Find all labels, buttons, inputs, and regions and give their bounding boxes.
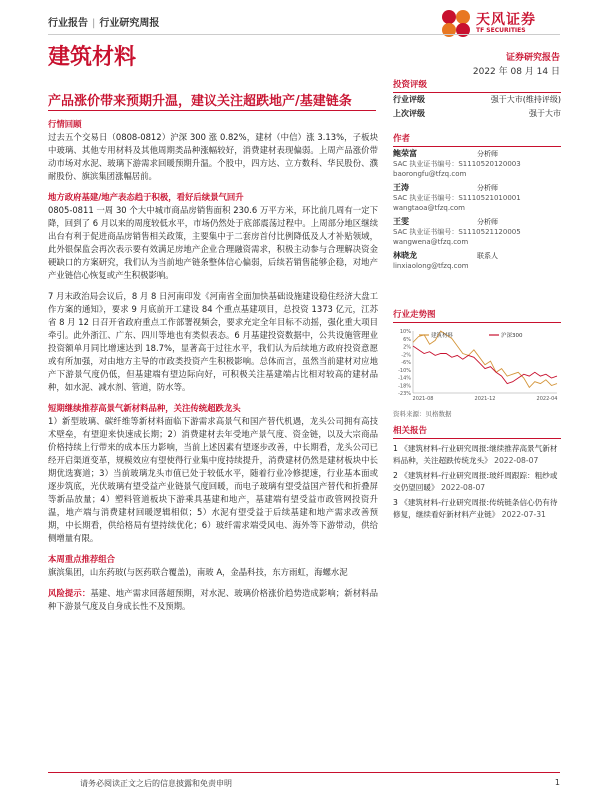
rating-row-prev xyxy=(393,107,561,121)
legend-label: 沪深300 xyxy=(501,333,523,339)
author-email[interactable]: wangtaoa@tfzq.com xyxy=(393,204,466,212)
main-body xyxy=(48,118,378,613)
y-tick-label: -14% xyxy=(398,375,411,382)
y-tick-label: 2% xyxy=(403,344,411,351)
related-report-item[interactable] xyxy=(393,470,561,493)
author-license: SAC 执业证书编号：S1110521010001 xyxy=(393,194,521,202)
authors-box xyxy=(393,132,561,271)
section-body-recommend: 1）新型玻璃、碳纤维等新材料面临下游需求高景气和国产替代机遇，龙头公司拥有高技术壁垒，有望迎来快速成长期；2）消费建材去年受地产景气度、资金链，以及大宗商品价格持续上行带来的成本压力影响，当前上述因素有望逐步改善，中长期看，龙头公司已经开启渠道变革，规模效应有望使得行业集中度持续提升，消费建材仍然是建材板块中长期优选赛道；3）当前玻璃龙头市值已处于较低水平，随着行业冷修提速，行业基本面或逐步筑底，光伏玻璃有望受益产业链景气度回暖，而电子玻璃有望受益国产替代和折叠屏等新品放量；4）塑料管道板块下游乘具基建和地产，基建端有望受益市政管网投资升温，地产端与消费建材回暖逻辑相似；5）水泥有望受益于后续基建和地产需求改善预期，中长期看，供给格局有望持续优化；6）玻纤需求端受风电、海外等下游带动，供给侧增量有限。 xyxy=(48,416,378,543)
section-body-market-review: 过去五个交易日（0808-0812）沪深 300 涨 0.82%，建材（中信）涨 3.13%，子板块中玻璃、其他专用材料及其他周期类品种涨幅较好，消费建材表现偏弱。上周产品涨价带动市场对水泥、玻璃下游需求回暖预期升温。个股中，四方达、立方数科、华民股份、濮耐股份、旗滨集团涨幅居前。 xyxy=(48,132,378,181)
report-type: 证券研究报告 xyxy=(505,53,560,63)
y-tick-label: 6% xyxy=(403,336,411,343)
trend-chart xyxy=(393,327,561,407)
author-name: 林晓龙 xyxy=(393,251,417,260)
x-tick-label: 2022-04 xyxy=(536,396,558,402)
author-name: 王雯 xyxy=(393,217,409,226)
section-title-market-review: 行情回顾 xyxy=(48,119,82,129)
footer-divider xyxy=(48,772,560,773)
headline-divider xyxy=(48,110,376,111)
page-title: 建筑材料 xyxy=(48,45,137,70)
author-email[interactable]: linxiaolong@tfzq.com xyxy=(393,262,469,270)
y-tick-label: -10% xyxy=(398,367,411,374)
tag-weekly: 行业研究周报 xyxy=(99,18,160,29)
author-name: 王涛 xyxy=(393,183,409,192)
related-report-date: 2022-08-07 xyxy=(494,455,539,465)
footer-disclaimer: 请务必阅读正文之后的信息披露和免责申明 xyxy=(80,779,232,788)
section-body-infrastructure: 7 月末政治局会议后，8 月 8 日河南印发《河南省全面加快基础设施建设稳住经济大盘工作方案的通知》，要求 9 月底前开工建设 84 个重点基建项目，总投资 1373 亿元，江苏省 8 月 12 日召开省政府重点工作部署视频会，要求充定全年目标不动摇，强化重大项目牵引。此外浙江、广东、四川等地也有类似表态。6 月基建投资数据中，公共设施管理业投资额单月同比增速达到 18.7%，显著高于过往水平，我们认为后续地方政府投资意愿或有所加强，对由地方主导的市政类投资产生积极影响。总体而言，虽然当前建材对应地产下游景气度仍低，但基建端有望边际向好，可积极关注基建端占比相对较高的建材品种，如水泥、减水剂、管道，防水等。 xyxy=(48,291,378,392)
section-body-portfolio: 旗滨集团，山东药玻(与医药联合覆盖)，南玻 A，金晶科技，东方雨虹，海螺水泥 xyxy=(48,567,348,577)
risk-title: 风险提示： xyxy=(48,588,91,598)
author-role: 分析师 xyxy=(477,184,498,192)
section-title-portfolio: 本周重点推荐组合 xyxy=(48,554,115,564)
tag-separator: | xyxy=(92,18,96,29)
author-entry xyxy=(393,217,561,247)
related-report-item[interactable] xyxy=(393,497,561,520)
author-license: SAC 执业证书编号：S1110520120003 xyxy=(393,160,521,168)
tag-industry-report: 行业报告 xyxy=(48,18,88,29)
rating-value: 强于大市(维持评级) xyxy=(490,95,561,104)
related-report-date: 2022-07-31 xyxy=(501,509,546,519)
x-tick-label: 2021-12 xyxy=(474,396,496,402)
related-report-item[interactable] xyxy=(393,443,561,466)
x-tick-label: 2021-08 xyxy=(412,396,434,402)
section-title-local-gov: 地方政府基建/地产表态趋于积极，看好后续景气回升 xyxy=(48,192,244,202)
report-date: 2022 年 08 月 14 日 xyxy=(472,67,560,77)
logo-cn: 天风证券 xyxy=(476,12,536,28)
legend-label: 建筑材料 xyxy=(431,333,454,339)
related-report-text[interactable]: 2 《建筑材料-行业研究周报:玻纤周跟踪：粗纱或交仍望回暖》 xyxy=(393,471,558,492)
y-tick-label: -23% xyxy=(398,391,411,397)
page-number: 1 xyxy=(554,778,560,787)
author-entry xyxy=(393,251,561,271)
chart-section-title: 行业走势图 xyxy=(393,308,561,323)
report-category xyxy=(48,14,159,29)
rating-row-industry xyxy=(393,93,561,107)
top-divider xyxy=(48,34,560,35)
related-report-text[interactable]: 1 《建筑材料-行业研究周报:继续推荐高景气新材料品种，关注超跌传统龙头》 xyxy=(393,444,558,465)
author-role: 联系人 xyxy=(477,252,498,260)
related-report-text[interactable]: 3 《建筑材料-行业研究周报:传统链条信心仍有待修复，继续看好新材料产业链》 xyxy=(393,498,558,519)
y-tick-label: 10% xyxy=(399,329,411,335)
series-line-building-materials xyxy=(413,331,557,387)
rating-box xyxy=(393,78,561,121)
related-reports-box xyxy=(393,424,561,520)
author-entry xyxy=(393,149,561,179)
authors-title: 作者 xyxy=(393,132,561,147)
related-report-date: 2022-08-07 xyxy=(440,482,486,492)
chart-source: 资料来源：贝格数据 xyxy=(393,410,452,418)
y-tick-label: -18% xyxy=(398,383,411,390)
logo-en: TF SECURITIES xyxy=(476,27,526,34)
author-license: SAC 执业证书编号：S1110521120005 xyxy=(393,228,521,236)
rating-label: 行业评级 xyxy=(393,95,425,104)
risk-body: 基建、地产需求回落超预期，对水泥、玻璃价格涨价趋势造成影响；新材料品种下游景气度及自身成长性不及预期。 xyxy=(48,588,379,611)
trend-chart-box xyxy=(393,308,561,418)
y-tick-label: -2% xyxy=(401,352,411,359)
report-headline: 产品涨价带来预期升温，建议关注超跌地产/基建链条 xyxy=(48,94,352,109)
section-title-recommend: 短期继续推荐高景气新材料品种，关注传统超跌龙头 xyxy=(48,403,241,413)
risk-warning xyxy=(48,587,378,613)
rating-title: 投资评级 xyxy=(393,78,561,93)
author-role: 分析师 xyxy=(477,150,498,158)
prev-rating-value: 强于大市 xyxy=(529,109,561,118)
author-entry xyxy=(393,183,561,213)
author-role: 分析师 xyxy=(477,218,498,226)
prev-rating-label: 上次评级 xyxy=(393,109,425,118)
author-email[interactable]: baorongfu@tfzq.com xyxy=(393,170,467,178)
section-body-local-gov: 0805-0811 一周 30 个大中城市商品房销售面积 230.6 万平方米，环比前几周有一定下降，回到了 6 月以来的周度较低水平，市场仍然处于底部震荡过程中。上周部分地区继续出台有利于促进商品房销售相关政策，主要集中于二套房首付比例降低及人才补贴领域，此外银保监会再次表示要有效满足房地产企业合理融资需求，积极主动参与合理解决资金硬缺口的方案研究，我们认为当前地产链条整体信心偏弱，后续若销售能够企稳，对地产产业链信心恢复或产生积极影响。 xyxy=(48,205,378,280)
author-email[interactable]: wangwena@tfzq.com xyxy=(393,238,469,246)
related-title: 相关报告 xyxy=(393,424,561,439)
y-tick-label: -6% xyxy=(401,360,411,366)
author-name: 鲍荣富 xyxy=(393,149,417,158)
